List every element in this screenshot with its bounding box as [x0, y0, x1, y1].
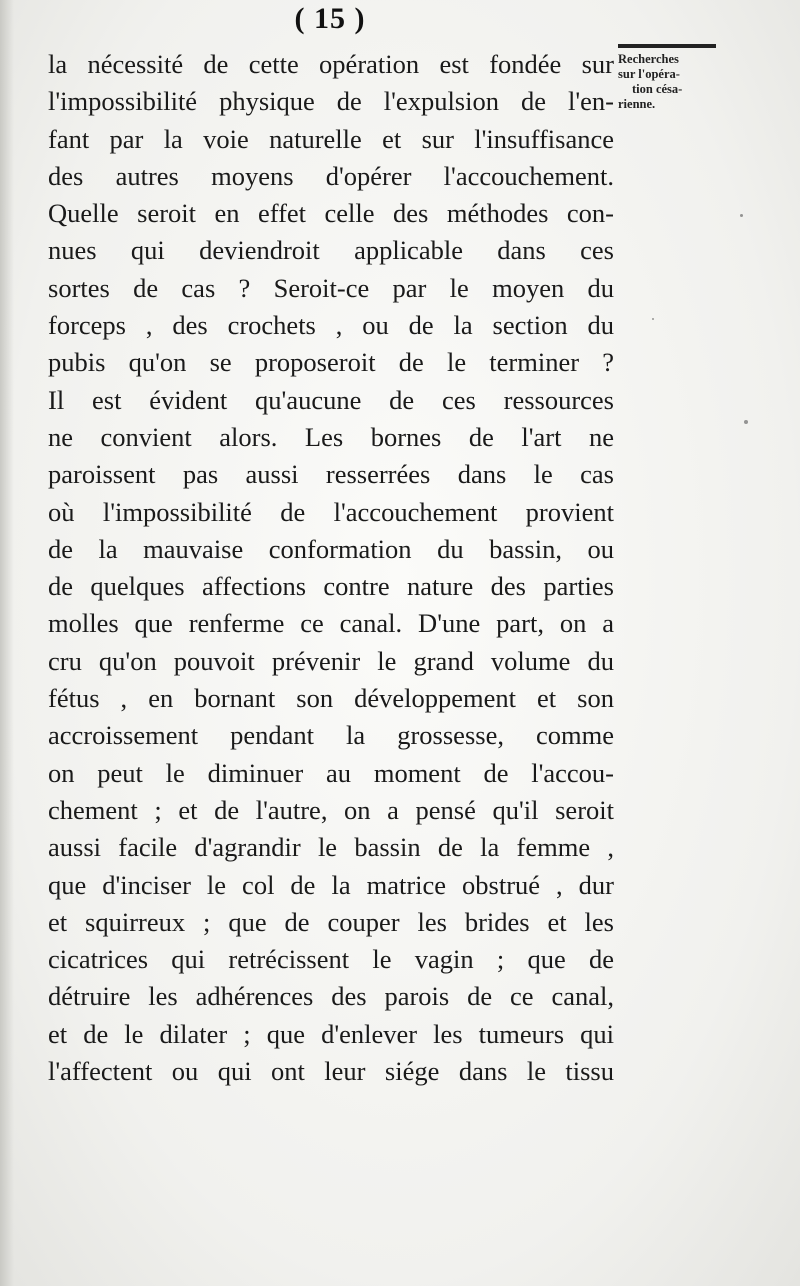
text-line: cicatrices qui retrécissent le vagin ; que de	[48, 944, 614, 975]
text-line: et de le dilater ; que d'enlever les tumeurs qui	[48, 1018, 614, 1049]
text-line: nues qui deviendroit applicable dans ces	[48, 235, 614, 266]
paper-speck	[740, 214, 743, 217]
text-line: sortes de cas ? Seroit-ce par le moyen du	[48, 272, 614, 303]
text-line: l'affectent ou qui ont leur siége dans le tissu	[48, 1056, 614, 1087]
text-line: fant par la voie naturelle et sur l'insuffisance	[48, 123, 614, 154]
text-line: de quelques affections contre nature des parties	[48, 571, 614, 602]
margin-note-line: rienne.	[618, 97, 656, 111]
text-line: pubis qu'on se proposeroit de le terminer ?	[48, 347, 614, 378]
text-line: Quelle seroit en effet celle des méthodes con-	[48, 198, 614, 229]
text-line: cru qu'on pouvoit prévenir le grand volume du	[48, 645, 614, 676]
text-line: Il est évident qu'aucune de ces ressources	[48, 384, 614, 415]
text-line: on peut le diminuer au moment de l'accou-	[48, 757, 614, 788]
text-line: des autres moyens d'opérer l'accouchement.	[48, 160, 614, 191]
text-line: l'impossibilité physique de l'expulsion de l'en-	[48, 86, 614, 117]
text-line: détruire les adhérences des parois de ce canal,	[48, 981, 614, 1012]
text-line: aussi facile d'agrandir le bassin de la femme ,	[48, 832, 614, 863]
page-number: ( 15 )	[294, 2, 366, 35]
paper-speck	[744, 420, 748, 424]
margin-rule	[618, 44, 716, 48]
text-line: de la mauvaise conformation du bassin, ou	[48, 533, 614, 564]
text-line: la nécessité de cette opération est fondée sur	[48, 49, 614, 79]
margin-note-line: tion césa-	[632, 82, 683, 96]
margin-note-line: Recherches	[618, 52, 679, 66]
text-line: molles que renferme ce canal. D'une part, on a	[48, 608, 614, 639]
text-line: et squirreux ; que de couper les brides et les	[48, 906, 614, 937]
margin-note-line: sur l'opéra-	[618, 67, 680, 81]
text-line: forceps , des crochets , ou de la section du	[48, 310, 614, 341]
body-text	[48, 46, 614, 1090]
text-line: accroissement pendant la grossesse, comme	[48, 720, 614, 751]
text-line: fétus , en bornant son développement et son	[48, 683, 614, 714]
text-line: paroissent pas aussi resserrées dans le cas	[48, 459, 614, 490]
text-line: où l'impossibilité de l'accouchement provient	[48, 496, 614, 527]
text-line: ne convient alors. Les bornes de l'art ne	[48, 421, 614, 452]
paper-speck	[652, 318, 654, 320]
text-line: chement ; et de l'autre, on a pensé qu'il seroit	[48, 794, 614, 825]
page-edge-shadow	[0, 0, 14, 1286]
text-line: que d'inciser le col de la matrice obstrué , dur	[48, 869, 614, 900]
margin-note	[618, 44, 722, 112]
